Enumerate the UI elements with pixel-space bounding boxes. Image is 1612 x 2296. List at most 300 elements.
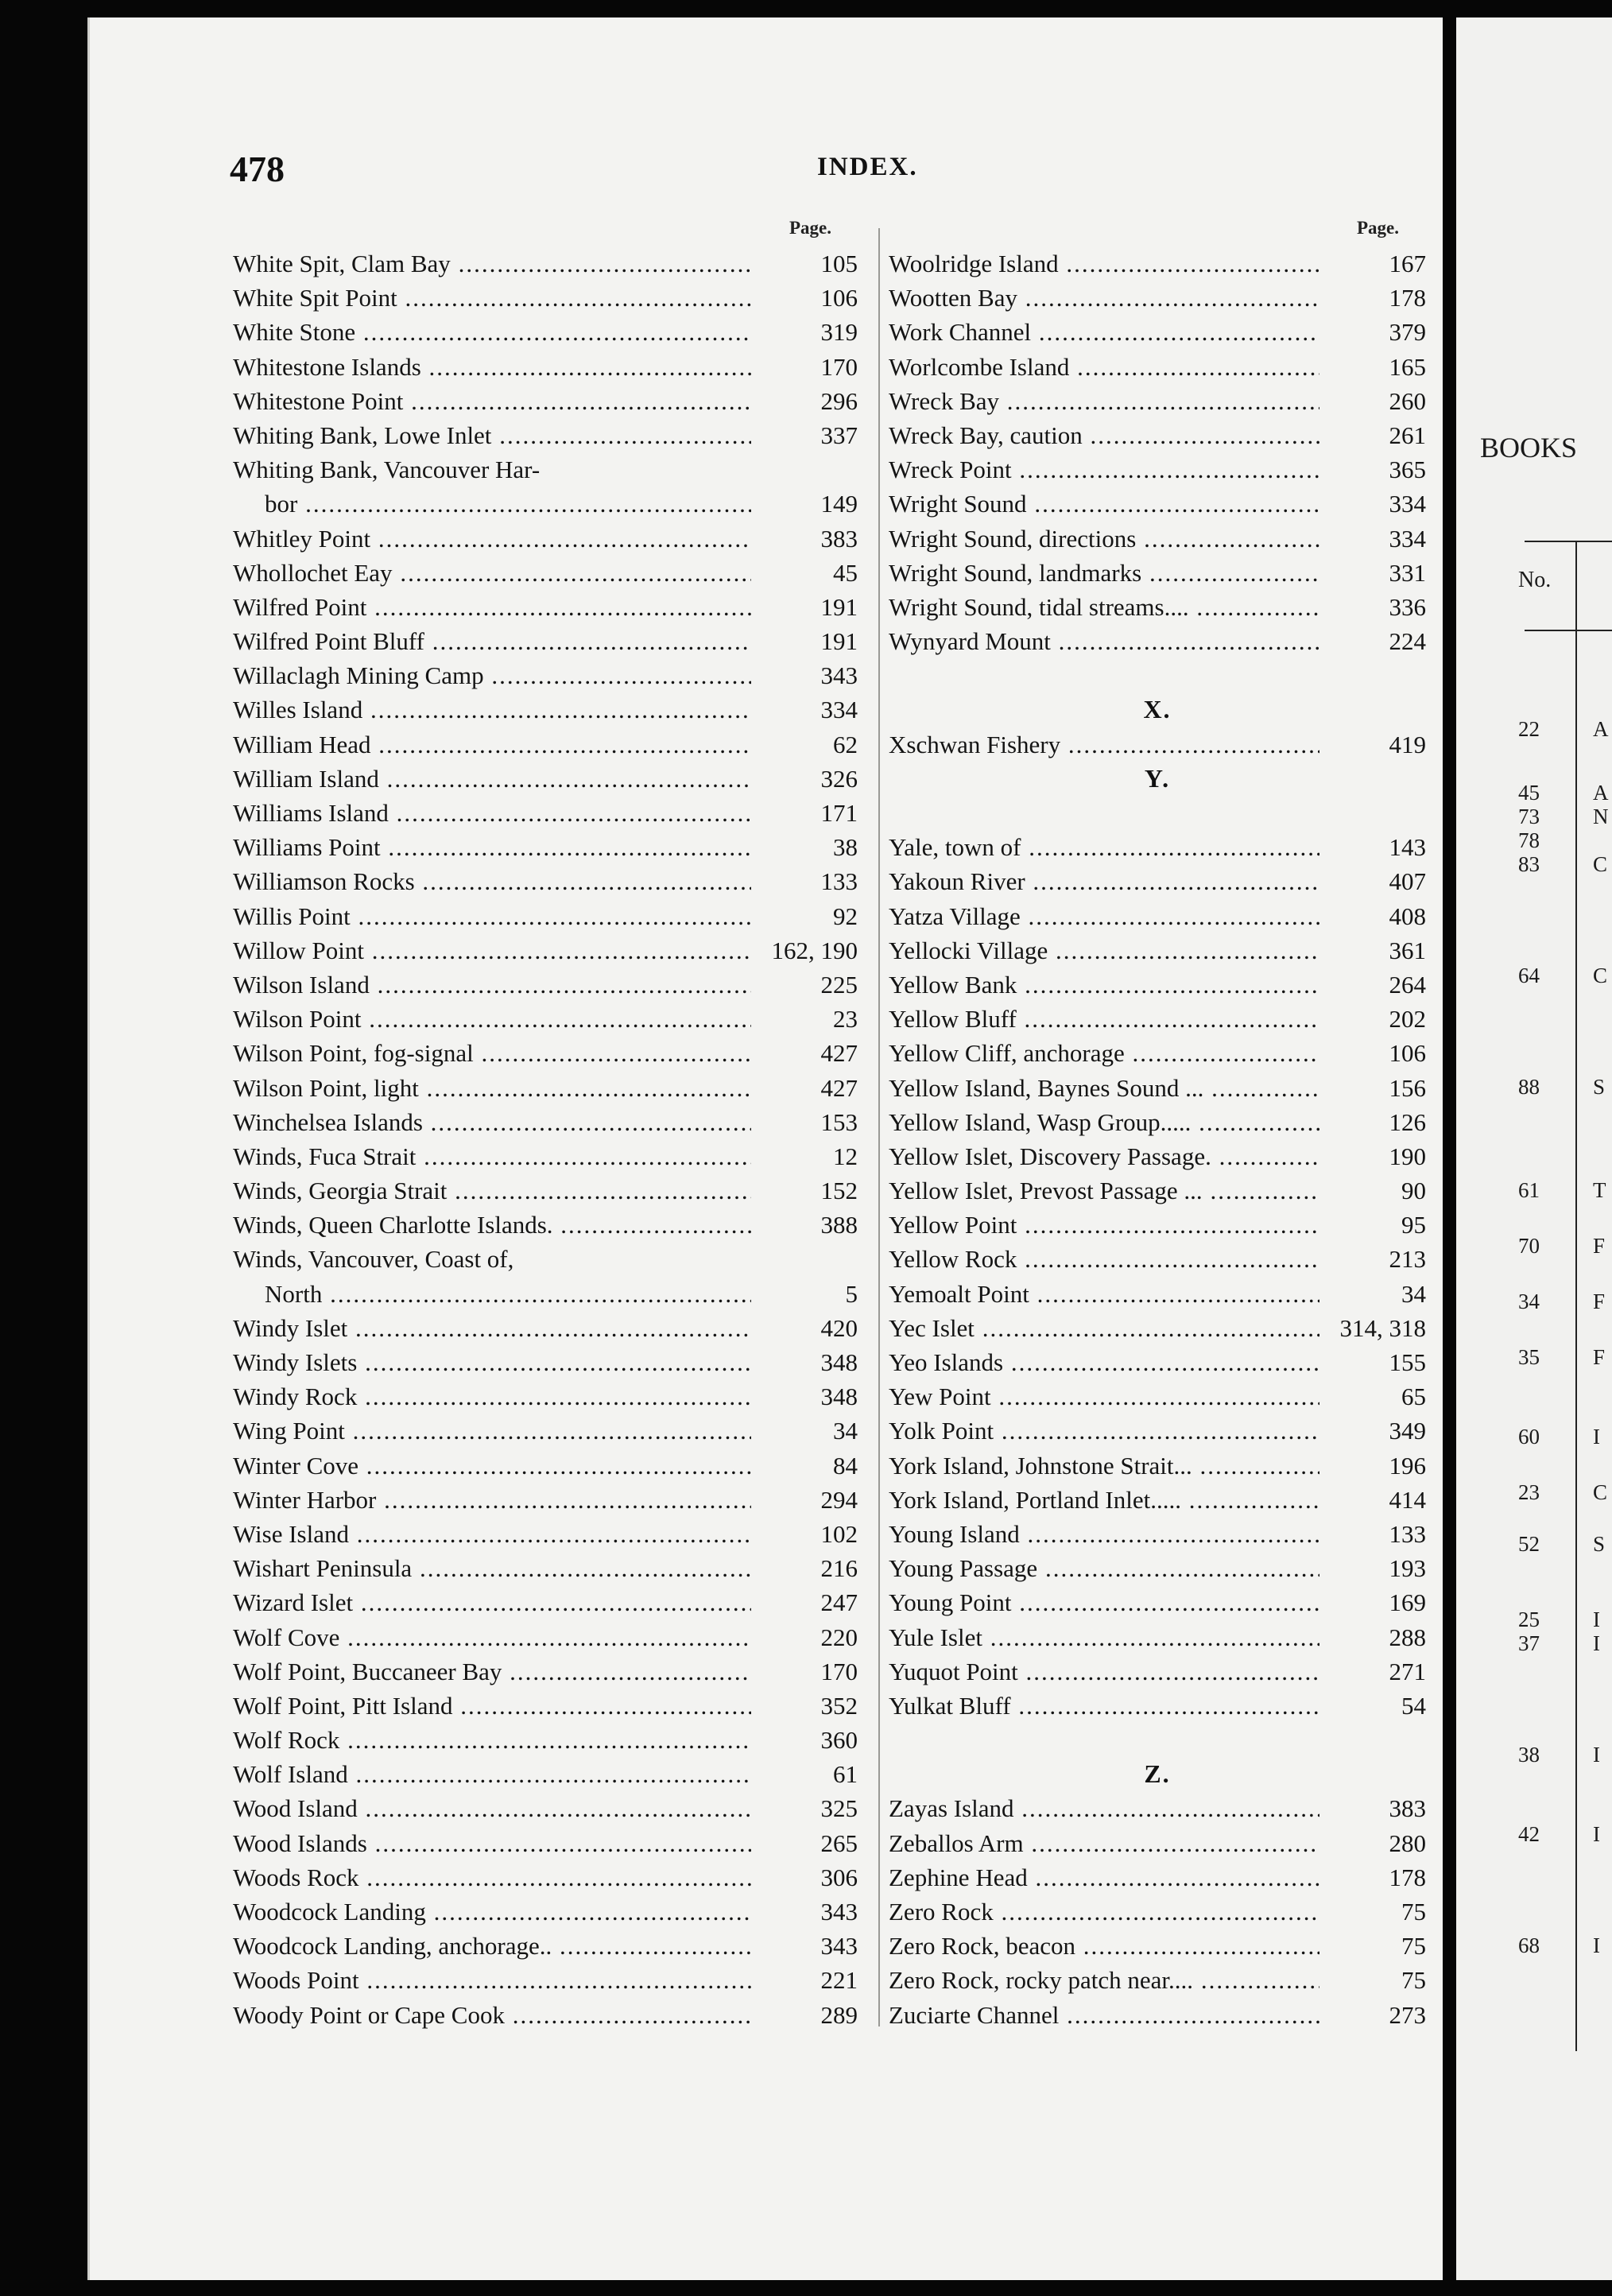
entry-name: Yemoalt Point ..... <box>889 1277 1319 1311</box>
entry-name: York Island, Portland Inlet..... ..... <box>889 1483 1319 1517</box>
spacer <box>889 1723 1426 1757</box>
entry-page: 152 <box>820 1177 858 1205</box>
entry-page: 202 <box>1389 1005 1426 1034</box>
entry-name: Wreck Bay, caution ..... <box>889 418 1319 452</box>
entry-name: Young Passage ..... <box>889 1551 1319 1585</box>
index-entry <box>889 1998 1426 2032</box>
index-entry <box>233 452 858 487</box>
entry-name: White Spit Point ..... <box>233 281 751 315</box>
entry-page: 265 <box>820 1829 858 1857</box>
entry-name: bor ..... <box>233 487 751 521</box>
entry-page: 216 <box>820 1554 858 1583</box>
entry-name: Winds, Georgia Strait ..... <box>233 1173 751 1208</box>
index-entry <box>889 1414 1426 1448</box>
entry-name: Xschwan Fishery ..... <box>889 727 1319 762</box>
index-entry <box>233 830 858 864</box>
entry-name: Yellow Point ..... <box>889 1208 1319 1242</box>
entry-page: 106 <box>820 284 858 312</box>
entry-page: 143 <box>1389 833 1426 862</box>
entry-name: Wilson Point, fog-signal ..... <box>233 1036 751 1070</box>
entry-page: 155 <box>1389 1348 1426 1376</box>
entry-name: Whitley Point ..... <box>233 522 751 556</box>
entry-name: Wreck Bay ..... <box>889 384 1319 418</box>
entry-page: 171 <box>820 799 858 827</box>
facing-page-number: 61 <box>1518 1178 1540 1202</box>
entry-page: 149 <box>820 490 858 518</box>
entry-page: 54 <box>1401 1691 1426 1720</box>
index-entry <box>889 487 1426 521</box>
entry-name: Woody Point or Cape Cook ..... <box>233 1998 751 2032</box>
entry-page: 102 <box>820 1519 858 1548</box>
index-entry <box>233 1036 858 1070</box>
index-entry <box>889 1517 1426 1551</box>
entry-page: 90 <box>1401 1177 1426 1205</box>
spacer <box>889 796 1426 830</box>
entry-name: Yellow Islet, Discovery Passage. ..... <box>889 1139 1319 1173</box>
page-number: 478 <box>230 149 285 189</box>
entry-name: Williams Island ..... <box>233 796 751 830</box>
index-entry <box>889 1277 1426 1311</box>
entry-name: Whitestone Point ..... <box>233 384 751 418</box>
index-entry <box>233 487 858 521</box>
entry-name: Wright Sound, directions ..... <box>889 522 1319 556</box>
facing-page-number: 23 <box>1518 1480 1540 1504</box>
entry-name: York Island, Johnstone Strait... ..... <box>889 1449 1319 1483</box>
index-entry <box>233 1483 858 1517</box>
index-entry <box>233 1071 858 1105</box>
entry-page: 126 <box>1389 1107 1426 1136</box>
entry-page: 383 <box>820 524 858 553</box>
entry-name: Woodcock Landing ..... <box>233 1895 751 1929</box>
index-entry <box>889 1036 1426 1070</box>
entry-page: 213 <box>1389 1245 1426 1274</box>
index-entry <box>233 350 858 384</box>
entry-name: Woolridge Island ..... <box>889 246 1319 281</box>
entry-name: Yellow Rock ..... <box>889 1242 1319 1276</box>
facing-page-number: 64 <box>1518 964 1540 987</box>
facing-page-number: 25 <box>1518 1608 1540 1631</box>
entry-name: Woods Point ..... <box>233 1963 751 1997</box>
index-entry <box>233 556 858 590</box>
entry-page: 261 <box>1389 421 1426 449</box>
index-entry <box>889 1379 1426 1414</box>
entry-name: Wright Sound, tidal streams.... ..... <box>889 590 1319 624</box>
entry-name: Yatza Village ..... <box>889 899 1319 933</box>
entry-page: 331 <box>1389 558 1426 587</box>
entry-page: 408 <box>1389 902 1426 930</box>
entry-name: Zero Rock, beacon ..... <box>889 1929 1319 1963</box>
entry-page: 170 <box>820 1657 858 1685</box>
index-entry <box>233 384 858 418</box>
entry-page: 325 <box>820 1794 858 1823</box>
index-entry <box>889 281 1426 315</box>
entry-page: 334 <box>1389 490 1426 518</box>
entry-name: Wolf Rock ..... <box>233 1723 751 1757</box>
book-page <box>87 17 1443 2280</box>
entry-page: 348 <box>820 1348 858 1376</box>
spacer <box>889 658 1426 692</box>
number-column-label: No. <box>1518 568 1552 592</box>
entry-page: 319 <box>820 318 858 347</box>
facing-page-letter: F <box>1593 1290 1606 1313</box>
entry-name: Whiting Bank, Vancouver Har- <box>233 456 541 484</box>
index-entry <box>233 1311 858 1345</box>
index-entry <box>233 1963 858 1997</box>
facing-page-number: 42 <box>1518 1822 1540 1846</box>
index-left-column <box>233 246 858 2032</box>
index-entry <box>233 1585 858 1619</box>
facing-page-letter: F <box>1593 1234 1606 1258</box>
index-entry <box>889 1929 1426 1963</box>
index-entry <box>889 1620 1426 1654</box>
section-letter: Y. <box>1144 763 1171 793</box>
entry-page: 178 <box>1389 284 1426 312</box>
entry-page: 349 <box>1389 1417 1426 1445</box>
entry-name: Willow Point ..... <box>233 933 751 968</box>
entry-page: 156 <box>1389 1073 1426 1102</box>
entry-name: Winchelsea Islands ..... <box>233 1105 751 1139</box>
entry-page: 337 <box>820 421 858 449</box>
index-entry <box>233 1895 858 1929</box>
index-entry <box>889 418 1426 452</box>
entry-name: Wilfred Point Bluff ..... <box>233 624 751 658</box>
index-entry <box>233 1345 858 1379</box>
entry-name: Windy Islet ..... <box>233 1311 751 1345</box>
index-entry <box>233 590 858 624</box>
facing-page-letter: I <box>1593 1822 1600 1846</box>
entry-page: 34 <box>1401 1279 1426 1308</box>
facing-page-letter: T <box>1593 1178 1606 1202</box>
entry-name: Yeo Islands ..... <box>889 1345 1319 1379</box>
entry-name: Yew Point ..... <box>889 1379 1319 1414</box>
entry-name: Yale, town of ..... <box>889 830 1319 864</box>
entry-name: Yellow Cliff, anchorage ..... <box>889 1036 1319 1070</box>
entry-name: Willaclagh Mining Camp ..... <box>233 658 751 692</box>
index-entry <box>889 864 1426 898</box>
entry-name: Williams Point ..... <box>233 830 751 864</box>
entry-name: Zeballos Arm ..... <box>889 1826 1319 1860</box>
facing-page-heading: BOOKS <box>1480 432 1578 463</box>
entry-page: 92 <box>833 902 858 930</box>
entry-name: Zephine Head ..... <box>889 1860 1319 1895</box>
entry-page: 361 <box>1389 936 1426 964</box>
index-entry <box>889 522 1426 556</box>
entry-name: Wright Sound ..... <box>889 487 1319 521</box>
facing-page-number: 35 <box>1518 1345 1540 1369</box>
index-entry <box>233 899 858 933</box>
entry-name: Yellow Bank ..... <box>889 968 1319 1002</box>
entry-page: 289 <box>820 2000 858 2029</box>
entry-page: 294 <box>820 1485 858 1514</box>
entry-name: Wilson Island ..... <box>233 968 751 1002</box>
index-entry <box>889 1826 1426 1860</box>
entry-name: Yellocki Village ..... <box>889 933 1319 968</box>
entry-page: 75 <box>1401 1966 1426 1995</box>
entry-page: 343 <box>820 1932 858 1961</box>
facing-page-vertical-rule <box>1575 541 1577 2051</box>
entry-page: 271 <box>1389 1657 1426 1685</box>
facing-page-letter: C <box>1593 852 1608 876</box>
entry-name: Whitestone Islands ..... <box>233 350 751 384</box>
entry-name: Woodcock Landing, anchorage.. ..... <box>233 1929 751 1963</box>
facing-page <box>1456 17 1612 2280</box>
index-entry <box>233 1449 858 1483</box>
entry-page: 95 <box>1401 1211 1426 1239</box>
index-entry <box>233 762 858 796</box>
entry-page: 65 <box>1401 1383 1426 1411</box>
entry-name: Yellow Island, Baynes Sound ... ..... <box>889 1071 1319 1105</box>
entry-name: Willis Point ..... <box>233 899 751 933</box>
entry-page: 414 <box>1389 1485 1426 1514</box>
index-entry <box>233 1791 858 1825</box>
facing-page-number: 34 <box>1518 1290 1540 1313</box>
entry-page: 334 <box>1389 524 1426 553</box>
index-entry <box>889 968 1426 1002</box>
entry-page: 221 <box>820 1966 858 1995</box>
entry-page: 407 <box>1389 867 1426 896</box>
entry-name: Williamson Rocks ..... <box>233 864 751 898</box>
facing-page-letter: I <box>1593 1743 1600 1767</box>
entry-page: 379 <box>1389 318 1426 347</box>
entry-name: White Spit, Clam Bay ..... <box>233 246 751 281</box>
index-entry <box>889 1311 1426 1345</box>
entry-page: 133 <box>820 867 858 896</box>
column-divider <box>878 228 880 2026</box>
index-entry <box>233 658 858 692</box>
entry-name: Winds, Vancouver, Coast of, <box>233 1245 514 1274</box>
page-title: INDEX. <box>817 153 918 181</box>
facing-page-letter: A <box>1593 717 1609 741</box>
entry-page: 306 <box>820 1863 858 1891</box>
index-entry <box>889 1208 1426 1242</box>
facing-page-number: 83 <box>1518 852 1540 876</box>
index-entry <box>889 246 1426 281</box>
entry-name: Whollochet Eay ..... <box>233 556 751 590</box>
entry-page: 288 <box>1389 1623 1426 1651</box>
facing-page-number: 88 <box>1518 1075 1540 1099</box>
entry-name: Wilson Point ..... <box>233 1002 751 1036</box>
entry-page: 45 <box>833 558 858 587</box>
entry-page: 61 <box>833 1760 858 1789</box>
entry-name: Young Island ..... <box>889 1517 1319 1551</box>
index-entry <box>889 830 1426 864</box>
entry-name: Wing Point ..... <box>233 1414 751 1448</box>
section-letter: Z. <box>1144 1759 1171 1789</box>
index-entry <box>233 315 858 349</box>
index-entry <box>233 727 858 762</box>
index-entry <box>889 1585 1426 1619</box>
index-entry <box>233 1620 858 1654</box>
entry-name: Yellow Islet, Prevost Passage ... ..... <box>889 1173 1319 1208</box>
entry-page: 153 <box>820 1107 858 1136</box>
entry-name: Wynyard Mount ..... <box>889 624 1319 658</box>
index-entry <box>889 1654 1426 1689</box>
entry-name: Wolf Point, Buccaneer Bay ..... <box>233 1654 751 1689</box>
entry-name: North ..... <box>233 1277 751 1311</box>
facing-page-letter: S <box>1593 1075 1606 1099</box>
entry-name: Yulkat Bluff ..... <box>889 1689 1319 1723</box>
index-entry <box>889 624 1426 658</box>
entry-page: 296 <box>820 386 858 415</box>
entry-name: Wolf Island ..... <box>233 1757 751 1791</box>
index-right-column <box>889 246 1426 2032</box>
entry-page: 224 <box>1389 627 1426 656</box>
entry-page: 170 <box>820 352 858 381</box>
index-entry <box>233 1689 858 1723</box>
facing-page-letter: I <box>1593 1425 1600 1449</box>
index-entry <box>889 556 1426 590</box>
entry-page: 165 <box>1389 352 1426 381</box>
entry-name: Wood Islands ..... <box>233 1826 751 1860</box>
index-entry <box>889 1173 1426 1208</box>
index-entry <box>233 1173 858 1208</box>
index-entry <box>889 933 1426 968</box>
index-entry <box>233 1826 858 1860</box>
entry-page: 273 <box>1389 2000 1426 2029</box>
index-entry <box>233 1277 858 1311</box>
index-entry <box>233 1379 858 1414</box>
facing-page-letter: I <box>1593 1631 1600 1655</box>
index-entry <box>889 1242 1426 1276</box>
entry-name: Wise Island ..... <box>233 1517 751 1551</box>
index-entry <box>233 1723 858 1757</box>
entry-name: Worlcombe Island ..... <box>889 350 1319 384</box>
facing-page-letter: I <box>1593 1933 1600 1957</box>
entry-name: Yule Islet ..... <box>889 1620 1319 1654</box>
facing-page-letter: C <box>1593 964 1608 987</box>
facing-page-number: 70 <box>1518 1234 1540 1258</box>
index-entry <box>889 1345 1426 1379</box>
entry-name: Wolf Cove ..... <box>233 1620 751 1654</box>
index-entry <box>233 864 858 898</box>
index-entry <box>233 692 858 727</box>
index-entry <box>889 1105 1426 1139</box>
entry-name: Wreck Point ..... <box>889 452 1319 487</box>
section-letter: X. <box>1143 695 1172 724</box>
facing-page-number: 37 <box>1518 1631 1540 1655</box>
entry-name: Wright Sound, landmarks ..... <box>889 556 1319 590</box>
facing-page-number: 78 <box>1518 828 1540 852</box>
index-entry <box>233 1654 858 1689</box>
entry-page: 38 <box>833 833 858 862</box>
entry-page: 133 <box>1389 1519 1426 1548</box>
entry-page: 260 <box>1389 386 1426 415</box>
facing-page-number: 60 <box>1518 1425 1540 1449</box>
index-entry <box>233 968 858 1002</box>
entry-page: 196 <box>1389 1451 1426 1480</box>
index-entry <box>889 1002 1426 1036</box>
entry-name: Winter Cove ..... <box>233 1449 751 1483</box>
index-entry <box>889 1139 1426 1173</box>
entry-name: Yellow Island, Wasp Group..... ..... <box>889 1105 1319 1139</box>
entry-page: 348 <box>820 1383 858 1411</box>
entry-page: 264 <box>1389 970 1426 999</box>
entry-name: Work Channel ..... <box>889 315 1319 349</box>
entry-page: 105 <box>820 250 858 277</box>
index-entry <box>233 624 858 658</box>
entry-name: Young Point ..... <box>889 1585 1319 1619</box>
entry-name: Wishart Peninsula ..... <box>233 1551 751 1585</box>
entry-page: 220 <box>820 1623 858 1651</box>
entry-page: 388 <box>820 1211 858 1239</box>
entry-name: Yolk Point ..... <box>889 1414 1319 1448</box>
entry-name: Windy Rock ..... <box>233 1379 751 1414</box>
entry-name: William Head ..... <box>233 727 751 762</box>
entry-name: Windy Islets ..... <box>233 1345 751 1379</box>
entry-page: 360 <box>820 1726 858 1755</box>
entry-name: Yuquot Point ..... <box>889 1654 1319 1689</box>
entry-name: Woods Rock ..... <box>233 1860 751 1895</box>
index-entry <box>233 1002 858 1036</box>
index-entry <box>889 452 1426 487</box>
left-page-column-heading: Page. <box>789 218 832 238</box>
entry-page: 12 <box>833 1142 858 1170</box>
index-entry <box>889 315 1426 349</box>
index-entry <box>233 1517 858 1551</box>
entry-name: Yakoun River ..... <box>889 864 1319 898</box>
entry-page: 106 <box>1389 1039 1426 1068</box>
entry-page: 343 <box>820 1898 858 1926</box>
facing-page-number: 73 <box>1518 805 1540 828</box>
entry-name: Wilfred Point ..... <box>233 590 751 624</box>
facing-page-letter: S <box>1593 1532 1606 1556</box>
entry-name: Zero Rock, rocky patch near.... ..... <box>889 1963 1319 1997</box>
entry-page: 5 <box>845 1279 858 1308</box>
facing-page-rule <box>1525 630 1612 631</box>
entry-name: Zuciarte Channel ..... <box>889 1998 1319 2032</box>
index-entry <box>889 1689 1426 1723</box>
facing-page-number: 38 <box>1518 1743 1540 1767</box>
entry-page: 365 <box>1389 456 1426 484</box>
facing-page-number: 22 <box>1518 717 1540 741</box>
entry-name: William Island ..... <box>233 762 751 796</box>
entry-page: 343 <box>820 661 858 690</box>
entry-page: 167 <box>1389 250 1426 277</box>
entry-page: 84 <box>833 1451 858 1480</box>
entry-name: Wood Island ..... <box>233 1791 751 1825</box>
index-entry <box>889 350 1426 384</box>
entry-page: 247 <box>820 1588 858 1617</box>
index-entry <box>233 1757 858 1791</box>
index-entry <box>233 418 858 452</box>
index-entry <box>889 1963 1426 1997</box>
facing-page-number: 45 <box>1518 781 1540 805</box>
entry-page: 383 <box>1389 1794 1426 1823</box>
entry-page: 336 <box>1389 592 1426 621</box>
entry-name: Winds, Queen Charlotte Islands. ..... <box>233 1208 751 1242</box>
entry-page: 225 <box>820 970 858 999</box>
entry-page: 75 <box>1401 1932 1426 1961</box>
entry-page: 75 <box>1401 1898 1426 1926</box>
entry-page: 326 <box>820 764 858 793</box>
index-entry <box>889 1791 1426 1825</box>
entry-page: 427 <box>820 1039 858 1068</box>
entry-page: 280 <box>1389 1829 1426 1857</box>
index-entry <box>233 1208 858 1242</box>
index-entry <box>889 1449 1426 1483</box>
index-entry <box>889 1551 1426 1585</box>
entry-page: 23 <box>833 1005 858 1034</box>
index-entry <box>233 522 858 556</box>
entry-page: 34 <box>833 1417 858 1445</box>
facing-page-letter: N <box>1593 805 1609 828</box>
entry-page: 169 <box>1389 1588 1426 1617</box>
entry-name: Wizard Islet ..... <box>233 1585 751 1619</box>
entry-name: Yec Islet ..... <box>889 1311 1319 1345</box>
entry-page: 352 <box>820 1691 858 1720</box>
entry-page: 178 <box>1389 1863 1426 1891</box>
facing-page-letter: F <box>1593 1345 1606 1369</box>
